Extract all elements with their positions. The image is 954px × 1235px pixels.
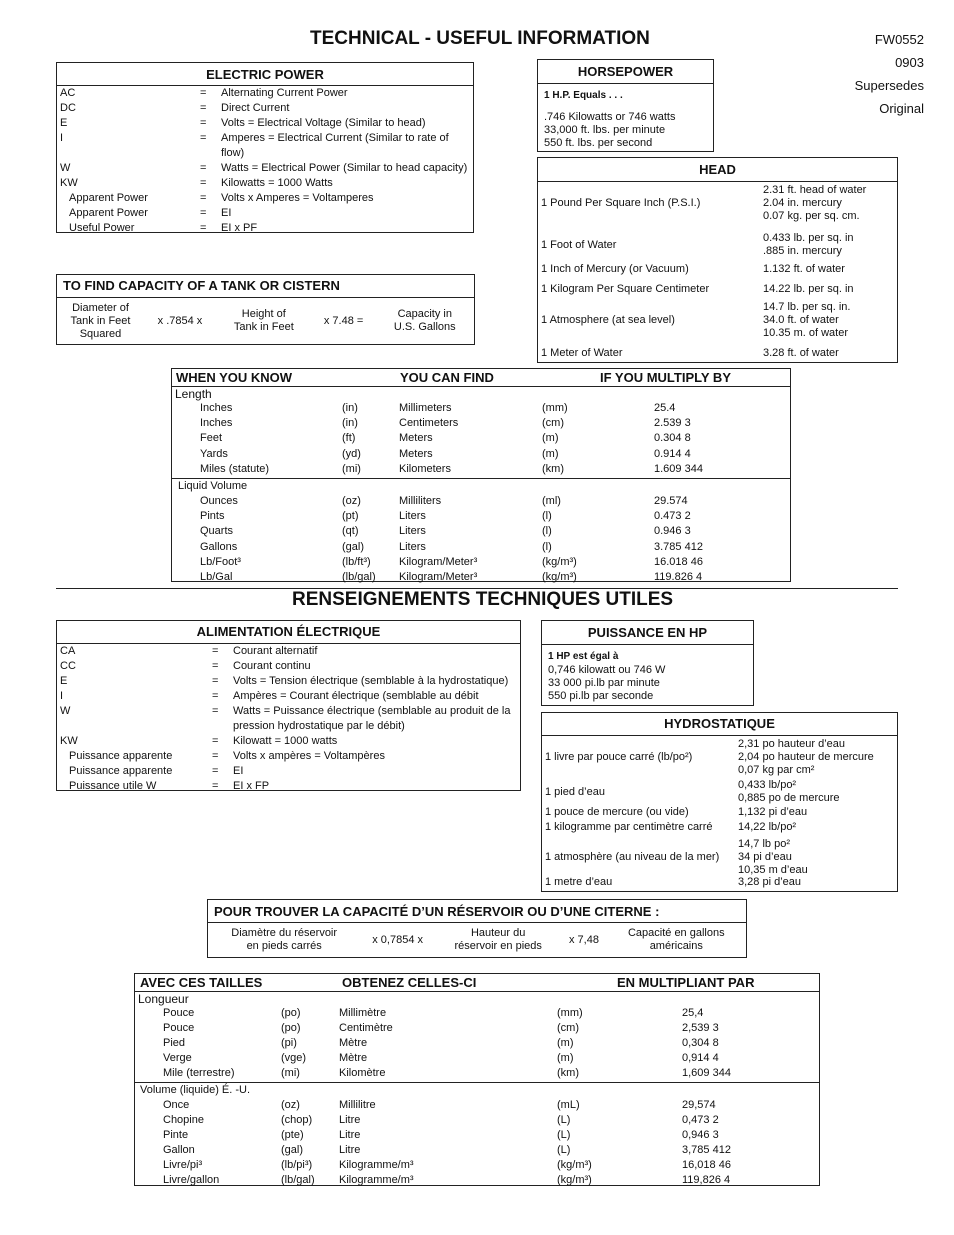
conversion-cell: (kg/m³) bbox=[557, 1174, 592, 1186]
conversion-cell: Quarts bbox=[200, 525, 234, 538]
hp-line: .746 Kilowatts or 746 watts bbox=[544, 111, 676, 123]
head-row bbox=[545, 875, 894, 889]
electric-power-table-fr bbox=[57, 644, 520, 794]
conversion-cell: Centimeters bbox=[399, 417, 459, 430]
tank-cell: Capacité en gallons américains bbox=[627, 927, 725, 952]
electric-row bbox=[57, 176, 473, 191]
doc-code-original: Original bbox=[879, 101, 924, 116]
electric-equals: = bbox=[212, 780, 219, 792]
conversion-cell: (kg/m³) bbox=[542, 555, 577, 568]
conversion-cell: Mètre bbox=[339, 1052, 368, 1064]
conversion-cell: Pied bbox=[163, 1037, 186, 1049]
horsepower-box-en bbox=[537, 59, 714, 152]
conversion-cell: 2.539 3 bbox=[654, 417, 691, 430]
electric-term: KW bbox=[60, 735, 78, 747]
electric-equals: = bbox=[200, 222, 207, 234]
conversion-cell: Pints bbox=[200, 510, 225, 523]
head-unit: 1 pouce de mercure (ou vide) bbox=[545, 806, 689, 818]
electric-row bbox=[57, 221, 473, 236]
electric-definition: Volts = Electrical Voltage (Similar to head) bbox=[221, 117, 426, 129]
electric-row bbox=[57, 764, 520, 779]
head-row bbox=[545, 836, 894, 878]
electric-equals: = bbox=[212, 690, 219, 702]
head-equivalent: 3,28 pi d’eau bbox=[738, 875, 801, 888]
head-equivalent: 14,22 lb/po² bbox=[738, 820, 797, 833]
conversion-cell: 25.4 bbox=[654, 402, 676, 414]
electric-term: Puissance apparente bbox=[69, 765, 173, 777]
tank-cell: Capacity in U.S. Gallons bbox=[393, 308, 456, 333]
electric-equals: = bbox=[212, 735, 219, 747]
conversion-cell: 0.946 3 bbox=[654, 525, 691, 538]
conversion-cell: Gallon bbox=[163, 1144, 195, 1156]
conversion-cell: Mile (terrestre) bbox=[163, 1067, 235, 1079]
conversion-cell: 29,574 bbox=[682, 1099, 716, 1111]
doc-code bbox=[855, 28, 924, 120]
conversion-cell: Liters bbox=[399, 540, 426, 553]
conversion-cell: (gal) bbox=[281, 1144, 304, 1156]
head-equivalent: 14.7 lb. per sq. in. 34.0 ft. of water 10.35 m. of water bbox=[763, 300, 851, 339]
electric-term: KW bbox=[60, 177, 78, 189]
conversion-cell: (lb/gal) bbox=[281, 1174, 315, 1186]
conversion-cell: (chop) bbox=[281, 1114, 313, 1126]
conversion-cell: 1,609 344 bbox=[682, 1067, 731, 1079]
electric-equals: = bbox=[200, 102, 207, 114]
conversion-cell: Meters bbox=[399, 432, 433, 445]
col-header: WHEN YOU KNOW bbox=[176, 370, 293, 385]
head-row bbox=[541, 346, 894, 360]
electric-definition: EI bbox=[233, 765, 244, 777]
conversion-cell: Millimeters bbox=[399, 402, 452, 414]
conversion-cell: (ml) bbox=[542, 495, 561, 507]
conversion-cell: (L) bbox=[557, 1114, 571, 1126]
conversion-cell: Yards bbox=[200, 447, 228, 460]
head-unit: 1 Pound Per Square Inch (P.S.I.) bbox=[541, 197, 701, 209]
tank-cell: x 7,48 bbox=[568, 933, 599, 946]
conversion-divider bbox=[172, 478, 790, 479]
electric-row bbox=[57, 191, 473, 206]
conversion-cell: (in) bbox=[342, 402, 358, 414]
conversion-cell: 3,785 412 bbox=[682, 1144, 731, 1156]
hp-line: 0,746 kilowatt ou 746 W bbox=[548, 664, 666, 676]
conversion-group-label: Length bbox=[175, 387, 212, 401]
conversion-cell: Litre bbox=[339, 1144, 361, 1156]
conversion-cell: Verge bbox=[163, 1052, 192, 1064]
conversion-group-label: Volume (liquide) É. -U. bbox=[140, 1084, 251, 1096]
electric-equals: = bbox=[200, 207, 207, 219]
conversion-cell: (l) bbox=[542, 540, 552, 553]
conversion-cell: 2,539 3 bbox=[682, 1022, 719, 1034]
electric-equals: = bbox=[212, 660, 219, 672]
electric-definition: EI x PF bbox=[221, 222, 258, 234]
conversion-cell: Livre/gallon bbox=[163, 1174, 220, 1186]
tank-box-fr bbox=[207, 899, 747, 958]
electric-term: E bbox=[60, 117, 68, 129]
electric-row bbox=[57, 644, 520, 659]
electric-definition: EI bbox=[221, 207, 232, 219]
conversion-cell: (gal) bbox=[342, 540, 365, 553]
conversion-cell: (l) bbox=[542, 525, 552, 538]
conversion-cell: Chopine bbox=[163, 1114, 204, 1126]
electric-term: Apparent Power bbox=[69, 192, 148, 204]
head-row bbox=[541, 279, 894, 299]
head-row bbox=[545, 737, 894, 777]
tank-header-fr: POUR TROUVER LA CAPACITÉ D’UN RÉSERVOIR OU D’UNE CITERNE : bbox=[208, 900, 746, 923]
electric-definition: Alternating Current Power bbox=[221, 87, 348, 99]
head-unit: 1 Kilogram Per Square Centimeter bbox=[541, 283, 710, 295]
hp-line: 550 pi.lb par seconde bbox=[548, 690, 654, 702]
head-equivalent: 2,31 po hauteur d’eau 2,04 po hauteur de mercure 0,07 kg par cm² bbox=[738, 737, 874, 776]
conversion-cell: Pouce bbox=[163, 1007, 195, 1019]
conversion-cell: 0,473 2 bbox=[682, 1114, 719, 1126]
conversion-cell: Litre bbox=[339, 1114, 361, 1126]
conversion-cell: (l) bbox=[542, 510, 552, 523]
conversion-cell: 0.304 8 bbox=[654, 432, 691, 445]
head-row bbox=[541, 261, 894, 277]
conversion-cell: (mm) bbox=[557, 1007, 583, 1019]
electric-term: CC bbox=[60, 660, 76, 672]
col-header: EN MULTIPLIANT PAR bbox=[617, 975, 755, 990]
horsepower-header-fr: PUISSANCE EN HP bbox=[542, 621, 753, 645]
tank-cell: x .7854 x bbox=[157, 314, 203, 327]
head-box-fr bbox=[541, 712, 898, 892]
page-title-en: TECHNICAL - USEFUL INFORMATION bbox=[310, 28, 650, 49]
conversion-cell: 0,946 3 bbox=[682, 1129, 719, 1141]
electric-equals: = bbox=[212, 675, 219, 687]
electric-definition: Kilowatt = 1000 watts bbox=[233, 735, 338, 747]
electric-row bbox=[57, 101, 473, 116]
conversion-cell: (po) bbox=[281, 1022, 301, 1034]
electric-power-header-fr: ALIMENTATION ÉLECTRIQUE bbox=[57, 621, 520, 644]
conversion-cell: Mètre bbox=[339, 1037, 368, 1049]
conversion-cell: (po) bbox=[281, 1007, 301, 1019]
conversion-cell: Lb/Foot³ bbox=[200, 555, 241, 568]
head-unit: 1 Inch of Mercury (or Vacuum) bbox=[541, 263, 689, 275]
conversion-cell: 25,4 bbox=[682, 1007, 704, 1019]
head-unit: 1 Atmosphere (at sea level) bbox=[541, 314, 675, 326]
tank-cell: Hauteur du réservoir en pieds bbox=[454, 927, 542, 952]
conversion-cell: (pte) bbox=[281, 1129, 304, 1141]
conversion-cell: (cm) bbox=[557, 1022, 579, 1034]
conversion-box-en bbox=[171, 368, 791, 582]
electric-definition: EI x FP bbox=[233, 780, 270, 792]
head-equivalent: 0.433 lb. per sq. in .885 in. mercury bbox=[763, 232, 854, 257]
conversion-cell: 0.473 2 bbox=[654, 510, 691, 523]
head-unit: 1 Foot of Water bbox=[541, 239, 617, 251]
conversion-cell: (mm) bbox=[542, 402, 568, 414]
conversion-cell: (in) bbox=[342, 417, 358, 430]
conversion-cell: Inches bbox=[200, 417, 233, 430]
tank-cell: Diamètre du réservoir en pieds carrés bbox=[231, 927, 338, 952]
electric-definition: Amperes = Electrical Current (Similar to rate of flow) bbox=[221, 132, 449, 159]
electric-row bbox=[57, 206, 473, 221]
head-equivalent: 14.22 lb. per sq. in bbox=[763, 282, 854, 295]
electric-term: I bbox=[60, 132, 64, 144]
conversion-cell: Inches bbox=[200, 402, 233, 414]
page-title-fr: RENSEIGNEMENTS TECHNIQUES UTILES bbox=[292, 589, 674, 610]
col-header: OBTENEZ CELLES-CI bbox=[342, 975, 477, 990]
electric-row bbox=[57, 734, 520, 749]
conversion-cell: 0,914 4 bbox=[682, 1052, 719, 1064]
electric-definition: Direct Current bbox=[221, 102, 290, 114]
conversion-cell: 29.574 bbox=[654, 495, 688, 507]
electric-definition: Ampères = Courant électrique (semblable au débit bbox=[233, 690, 479, 702]
hp-line: 550 ft. lbs. per second bbox=[544, 137, 653, 149]
conversion-cell: (m) bbox=[557, 1052, 574, 1064]
conversion-cell: (m) bbox=[557, 1037, 574, 1049]
electric-definition: Kilowatts = 1000 Watts bbox=[221, 177, 333, 189]
conversion-cell: 16.018 46 bbox=[654, 555, 703, 568]
conversion-cell: Pouce bbox=[163, 1022, 195, 1034]
conversion-cell: (pi) bbox=[281, 1037, 297, 1049]
electric-definition: Courant alternatif bbox=[233, 645, 318, 657]
conversion-cell: Livre/pi³ bbox=[163, 1159, 203, 1171]
electric-equals: = bbox=[200, 132, 207, 144]
conversion-cell: (pt) bbox=[342, 510, 359, 523]
col-header: AVEC CES TAILLES bbox=[140, 975, 263, 990]
conversion-cell: Kilogramme/m³ bbox=[339, 1159, 414, 1171]
electric-term: Useful Power bbox=[69, 222, 135, 234]
electric-definition: Volts = Tension électrique (semblable à la hydrostatique) bbox=[233, 675, 509, 687]
head-row bbox=[541, 232, 894, 258]
head-equivalent: 0,433 lb/po² 0,885 po de mercure bbox=[738, 779, 840, 804]
head-unit: 1 pied d’eau bbox=[545, 786, 605, 798]
conversion-cell: 0,304 8 bbox=[682, 1037, 719, 1049]
conversion-cell: 1.609 344 bbox=[654, 462, 703, 475]
conversion-cell: 0.914 4 bbox=[654, 447, 691, 460]
conversion-cell: (mi) bbox=[281, 1067, 300, 1079]
conversion-cell: Kilogramme/m³ bbox=[339, 1174, 414, 1186]
conversion-cell: Gallons bbox=[200, 540, 238, 553]
head-unit: 1 kilogramme par centimètre carré bbox=[545, 821, 713, 833]
head-equivalent: 3.28 ft. of water bbox=[763, 346, 839, 359]
conversion-cell: (kg/m³) bbox=[542, 571, 577, 583]
electric-equals: = bbox=[212, 750, 219, 762]
head-equivalent: 1,132 pi d’eau bbox=[738, 805, 808, 818]
conversion-cell: (km) bbox=[557, 1067, 579, 1079]
horsepower-equals-en: 1 H.P. Equals . . . bbox=[544, 90, 623, 101]
head-header-fr: HYDROSTATIQUE bbox=[542, 713, 897, 736]
electric-row bbox=[57, 704, 520, 734]
col-header: YOU CAN FIND bbox=[400, 370, 494, 385]
head-equivalent: 1.132 ft. of water bbox=[763, 262, 845, 275]
tank-formula-fr bbox=[208, 923, 746, 957]
head-unit: 1 metre d’eau bbox=[545, 876, 613, 888]
doc-code-supersedes: Supersedes bbox=[854, 78, 924, 93]
conversion-cell: 16,018 46 bbox=[682, 1159, 731, 1171]
head-row bbox=[545, 820, 894, 834]
head-row bbox=[545, 805, 894, 819]
conversion-cell: (oz) bbox=[281, 1099, 300, 1111]
tank-cell: x 0,7854 x bbox=[372, 933, 424, 946]
conversion-cell: (yd) bbox=[342, 447, 361, 460]
electric-equals: = bbox=[200, 87, 207, 99]
conversion-cell: Kilomètre bbox=[339, 1067, 386, 1079]
electric-term: I bbox=[60, 690, 64, 702]
horsepower-lines-en bbox=[544, 111, 713, 150]
electric-row bbox=[57, 749, 520, 764]
conversion-cell: Kilogram/Meter³ bbox=[399, 555, 478, 568]
conversion-group-label: Liquid Volume bbox=[178, 480, 248, 492]
electric-definition: Volts x Amperes = Voltamperes bbox=[221, 192, 374, 204]
electric-equals: = bbox=[200, 117, 207, 129]
conversion-cell: Pinte bbox=[163, 1129, 189, 1141]
electric-equals: = bbox=[212, 645, 219, 657]
head-equivalent: 14,7 lb po² 34 pi d’eau 10,35 m d’eau bbox=[738, 837, 808, 876]
conversion-cell: (L) bbox=[557, 1144, 571, 1156]
conversion-cell: Lb/Gal bbox=[200, 571, 233, 583]
doc-code-number: FW0552 bbox=[874, 32, 924, 47]
conversion-cell: (mL) bbox=[557, 1099, 580, 1111]
head-row bbox=[545, 780, 894, 804]
electric-row bbox=[57, 689, 520, 704]
conversion-cell: (oz) bbox=[342, 495, 361, 507]
conversion-cell: Meters bbox=[399, 447, 433, 460]
conversion-cell: 119,826 4 bbox=[682, 1174, 731, 1186]
electric-row bbox=[57, 131, 473, 161]
electric-term: CA bbox=[60, 645, 76, 657]
conversion-cell: (vge) bbox=[281, 1052, 307, 1064]
hp-line: 33 000 pi.lb par minute bbox=[548, 677, 660, 689]
conversion-header-en bbox=[172, 369, 790, 387]
electric-term: Puissance utile W bbox=[69, 780, 157, 792]
conversion-cell: (m) bbox=[542, 447, 559, 460]
electric-row bbox=[57, 674, 520, 689]
electric-row bbox=[57, 116, 473, 131]
conversion-cell: Millilitre bbox=[339, 1099, 376, 1111]
conversion-cell: (kg/m³) bbox=[557, 1159, 592, 1171]
col-header: IF YOU MULTIPLY BY bbox=[600, 370, 731, 385]
head-unit: 1 atmosphère (au niveau de la mer) bbox=[545, 851, 720, 863]
conversion-cell: Liters bbox=[399, 525, 426, 538]
electric-definition: Volts x ampères = Voltampères bbox=[233, 750, 385, 762]
conversion-cell: (ft) bbox=[342, 432, 356, 445]
conversion-cell: Ounces bbox=[200, 495, 238, 507]
conversion-group-label: Longueur bbox=[138, 992, 189, 1006]
electric-power-table-en bbox=[57, 86, 473, 236]
conversion-cell: (lb/ft³) bbox=[342, 555, 371, 568]
conversion-cell: (lb/gal) bbox=[342, 571, 376, 583]
electric-term: W bbox=[60, 705, 71, 717]
electric-term: Puissance apparente bbox=[69, 750, 173, 762]
electric-term: DC bbox=[60, 102, 76, 114]
conversion-cell: Feet bbox=[200, 432, 223, 445]
electric-equals: = bbox=[212, 765, 219, 777]
conversion-cell: Once bbox=[163, 1099, 190, 1111]
horsepower-lines-fr bbox=[548, 664, 753, 703]
electric-term: E bbox=[60, 675, 68, 687]
electric-power-box-en bbox=[56, 62, 474, 233]
tank-header-en: TO FIND CAPACITY OF A TANK OR CISTERN bbox=[57, 275, 474, 298]
conversion-cell: Millimètre bbox=[339, 1007, 387, 1019]
electric-row bbox=[57, 779, 520, 794]
conversion-cell: (km) bbox=[542, 462, 564, 475]
conversion-cell: (m) bbox=[542, 432, 559, 445]
horsepower-header-en: HORSEPOWER bbox=[538, 60, 713, 84]
electric-term: Apparent Power bbox=[69, 207, 148, 219]
head-unit: 1 livre par pouce carré (lb/po²) bbox=[545, 751, 693, 763]
hp-line: 33,000 ft. lbs. per minute bbox=[544, 124, 666, 136]
head-unit: 1 Meter of Water bbox=[541, 347, 623, 359]
head-row bbox=[541, 299, 894, 341]
conversion-cell: Kilogram/Meter³ bbox=[399, 571, 478, 583]
conversion-cell: (lb/pi³) bbox=[281, 1159, 313, 1171]
conversion-box-fr bbox=[134, 973, 820, 1186]
conversion-divider bbox=[135, 1082, 819, 1083]
head-box-en bbox=[537, 157, 898, 363]
conversion-cell: (mi) bbox=[342, 462, 361, 475]
electric-definition: Courant continu bbox=[233, 660, 311, 672]
conversion-cell: (qt) bbox=[342, 525, 359, 538]
electric-definition: Watts = Puissance électrique (semblable au produit de la pression hydrostatique par le débit) bbox=[233, 705, 511, 732]
electric-equals: = bbox=[212, 705, 219, 717]
conversion-cell: Miles (statute) bbox=[200, 462, 270, 475]
conversion-cell: Kilometers bbox=[399, 462, 451, 475]
electric-power-box-fr bbox=[56, 620, 521, 791]
tank-cell: x 7.48 = bbox=[323, 314, 364, 327]
doc-code-date: 0903 bbox=[895, 55, 924, 70]
conversion-cell: (cm) bbox=[542, 417, 564, 430]
electric-equals: = bbox=[200, 177, 207, 189]
tank-cell: Height of Tank in Feet bbox=[233, 308, 294, 333]
tank-box-en bbox=[56, 274, 475, 345]
conversion-header-fr bbox=[135, 974, 819, 992]
horsepower-box-fr bbox=[541, 620, 754, 706]
conversion-cell: Litre bbox=[339, 1129, 361, 1141]
conversion-cell: 3.785 412 bbox=[654, 540, 703, 553]
electric-definition: Watts = Electrical Power (Similar to head capacity) bbox=[221, 162, 468, 174]
tank-formula-en bbox=[57, 298, 474, 344]
electric-term: AC bbox=[60, 87, 76, 99]
head-header-en: HEAD bbox=[538, 158, 897, 182]
horsepower-equals-fr: 1 HP est égal à bbox=[548, 651, 619, 662]
conversion-cell: (L) bbox=[557, 1129, 571, 1141]
electric-power-header-en: ELECTRIC POWER bbox=[57, 63, 473, 86]
conversion-cell: Centimètre bbox=[339, 1022, 393, 1034]
tank-cell: Diameter of Tank in Feet Squared bbox=[70, 301, 131, 340]
electric-row bbox=[57, 86, 473, 101]
electric-term: W bbox=[60, 162, 71, 174]
conversion-cell: 119.826 4 bbox=[654, 571, 703, 583]
conversion-cell: Liters bbox=[399, 510, 426, 523]
electric-row bbox=[57, 659, 520, 674]
head-equivalent: 2.31 ft. head of water 2.04 in. mercury 0.07 kg. per sq. cm. bbox=[763, 183, 867, 222]
electric-equals: = bbox=[200, 192, 207, 204]
electric-equals: = bbox=[200, 162, 207, 174]
head-row bbox=[541, 182, 894, 224]
conversion-cell: Milliliters bbox=[399, 495, 442, 507]
electric-row bbox=[57, 161, 473, 176]
